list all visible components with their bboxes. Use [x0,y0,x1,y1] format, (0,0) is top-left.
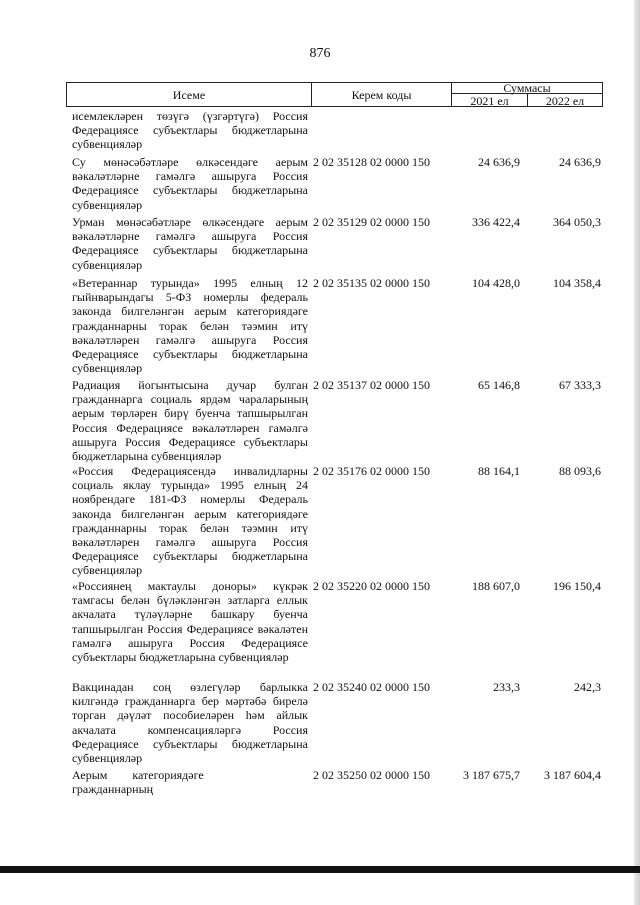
row-value-2021: 3 187 675,7 [463,768,520,782]
row-code: 2 02 35250 02 0000 150 [313,768,430,782]
row-value-2021: 336 422,4 [472,215,520,229]
row-value-2022: 88 093,6 [559,464,601,478]
header-name: Исеме [172,88,206,102]
row-value-2021: 233,3 [493,680,520,694]
row-value-2021: 24 636,9 [478,155,520,169]
row-code: 2 02 35220 02 0000 150 [313,579,430,593]
header-sums: Суммасы [503,81,551,95]
row-name: «Россия Федерациясендә инвалидларны социаль яклау турында» 1995 елның 24 ноябрендәге 181-ФЗ номерлы Федераль законда билгеләнгән аерым категориядәге гражданнарны торак белән тәэмин итү вәкаләтләрен гамәлгә ашыруга Россия Федерациясе субъектлары бюджетларына субвенцияләр [72,464,308,578]
header-year-2022: 2022 ел [545,94,585,108]
row-value-2021: 65 146,8 [478,378,520,392]
row-value-2021: 188 607,0 [472,579,520,593]
row-name: Вакцинадан соң өзлегүләр барлыкка килгәндә гражданнарга бер мәртәбә бирелә торган дәүләт пособиеләрен һәм айлык акчалата компенсацияләргә Россия Федерациясе субъектлары бюджетларына субвенцияләр [72,680,308,766]
row-code: 2 02 35176 02 0000 150 [313,464,430,478]
scan-edge-shadow [634,0,640,905]
row-code: 2 02 35137 02 0000 150 [313,378,430,392]
header-year-2021: 2021 ел [470,94,509,108]
scan-bottom-edge [0,866,640,873]
row-code: 2 02 35129 02 0000 150 [313,215,430,229]
header-code: Керем коды [351,88,412,102]
row-name: Урман мөнәсәбәтләре өлкәсендәге аерым вәкаләтләрне гамәлгә ашыруга Россия Федерациясе субъектлары бюджетларына субвенцияләр [72,215,308,272]
row-name: исемлекләрен төзүгә (үзгәртүгә) Россия Федерациясе субъектлары бюджетларына субвенцияләр [72,109,308,152]
row-value-2022: 104 358,4 [553,276,601,290]
row-value-2022: 196 150,4 [553,579,601,593]
row-name: Радиация йогынтысына дучар булган гражданнарга социаль ярдәм чараларының аерым төрләрен бирү буенча тапшырылган Россия Федерациясе вәкаләтләрен гамәлгә ашыруга Россия Федерациясе субъектлары бюджетларына субвенцияләр [72,378,308,464]
row-value-2022: 364 050,3 [553,215,601,229]
row-value-2022: 242,3 [574,680,601,694]
row-name: Аерым категориядәге гражданнарның [72,768,204,797]
row-code: 2 02 35128 02 0000 150 [313,155,430,169]
row-value-2022: 67 333,3 [559,378,601,392]
row-code: 2 02 35135 02 0000 150 [313,276,430,290]
header-right-border [602,82,603,107]
page-number: 876 [309,46,331,61]
row-value-2022: 3 187 604,4 [544,768,601,782]
row-name: «Ветераннар турында» 1995 елның 12 гыйнварындагы 5-ФЗ номерлы федераль законда билгеләнгән аерым категориядәге гражданнарны торак белән тәэмин итү вәкаләтләрен гамәлгә ашыруга Россия Федерациясе субъектлары бюджетларына субвенцияләр [72,276,308,376]
row-name: Су мөнәсәбәтләре өлкәсендәге аерым вәкаләтләрне гамәлгә ашыруга Россия Федерациясе субъектлары бюджетларына субвенцияләр [72,155,308,212]
row-value-2021: 88 164,1 [478,464,520,478]
row-value-2022: 24 636,9 [559,155,601,169]
row-name: «Россиянең мактаулы доноры» күкрәк тамгасы белән бүләкләнгән затларга еллык акчалата түләүләрне башкару буенча тапшырылган Россия Федерациясе вәкаләтен гамәлгә ашыруга Россия Федерациясе субъектлары бюджетларына субвенцияләр [72,579,308,665]
row-code: 2 02 35240 02 0000 150 [313,680,430,694]
row-value-2021: 104 428,0 [472,276,520,290]
